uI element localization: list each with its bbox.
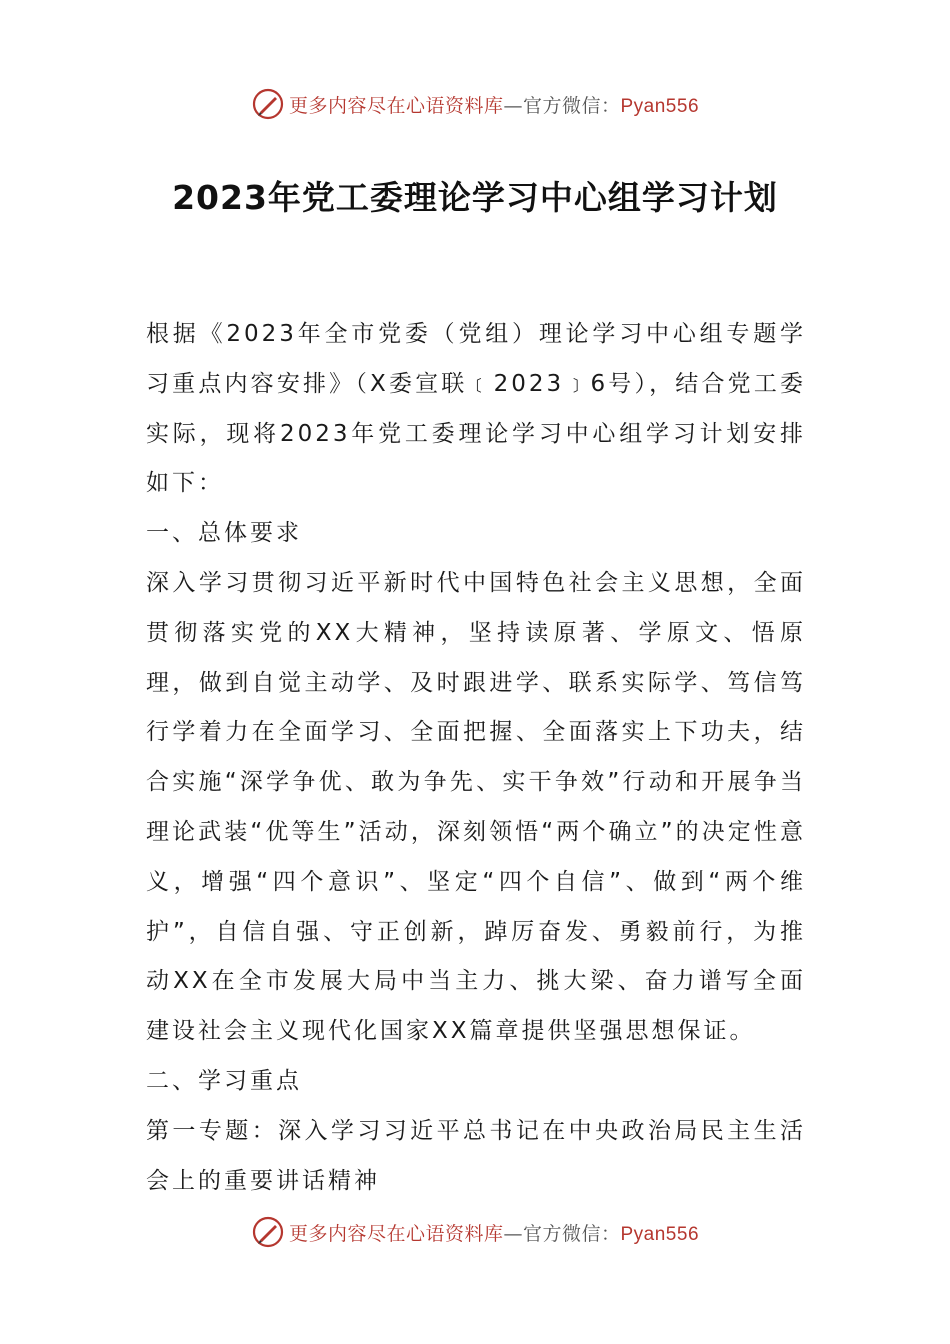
header-watermark-banner bbox=[0, 84, 950, 124]
banner-text: 更多内容尽在心语资料库—官方微信：Pyan556 bbox=[288, 1222, 700, 1245]
pen-logo-icon bbox=[251, 1215, 285, 1249]
section-heading-general-requirements: 一、总体要求 bbox=[146, 520, 302, 547]
document-body bbox=[146, 310, 806, 1206]
footer-watermark-banner bbox=[0, 1212, 950, 1252]
pen-logo-icon bbox=[251, 87, 285, 121]
banner-text: 更多内容尽在心语资料库—官方微信：Pyan556 bbox=[288, 94, 700, 117]
document-title: 2023年党工委理论学习中心组学习计划 bbox=[172, 178, 778, 217]
intro-paragraph: 根据《2023年全市党委（党组）理论学习中心组专题学习重点内容安排》（X委宣联﹝2023﹞6号），结合党工委实际，现将2023年党工委理论学习中心组学习计划安排如下： bbox=[146, 321, 806, 497]
general-requirements-paragraph: 深入学习贯彻习近平新时代中国特色社会主义思想，全面贯彻落实党的XX大精神，坚持读原著、学原文、悟原理，做到自觉主动学、及时跟进学、联系实际学、笃信笃行学着力在全面学习、全面把握、全面落实上下功夫，结合实施“深学争优、敢为争先、实干争效”行动和开展争当理论武装“优等生”活动，深刻领悟“两个确立”的决定性意义，增强“四个意识”、坚定“四个自信”、做到“两个维护”，自信自强、守正创新，踔厉奋发、勇毅前行，为推动XX在全市发展大局中当主力、挑大梁、奋力谱写全面建设社会主义现代化国家XX篇章提供坚强思想保证。 bbox=[146, 569, 806, 1045]
section-heading-study-focus: 二、学习重点 bbox=[146, 1067, 302, 1094]
topic-one-paragraph: 第一专题：深入学习习近平总书记在中央政治局民主生活会上的重要讲话精神 bbox=[146, 1117, 806, 1194]
